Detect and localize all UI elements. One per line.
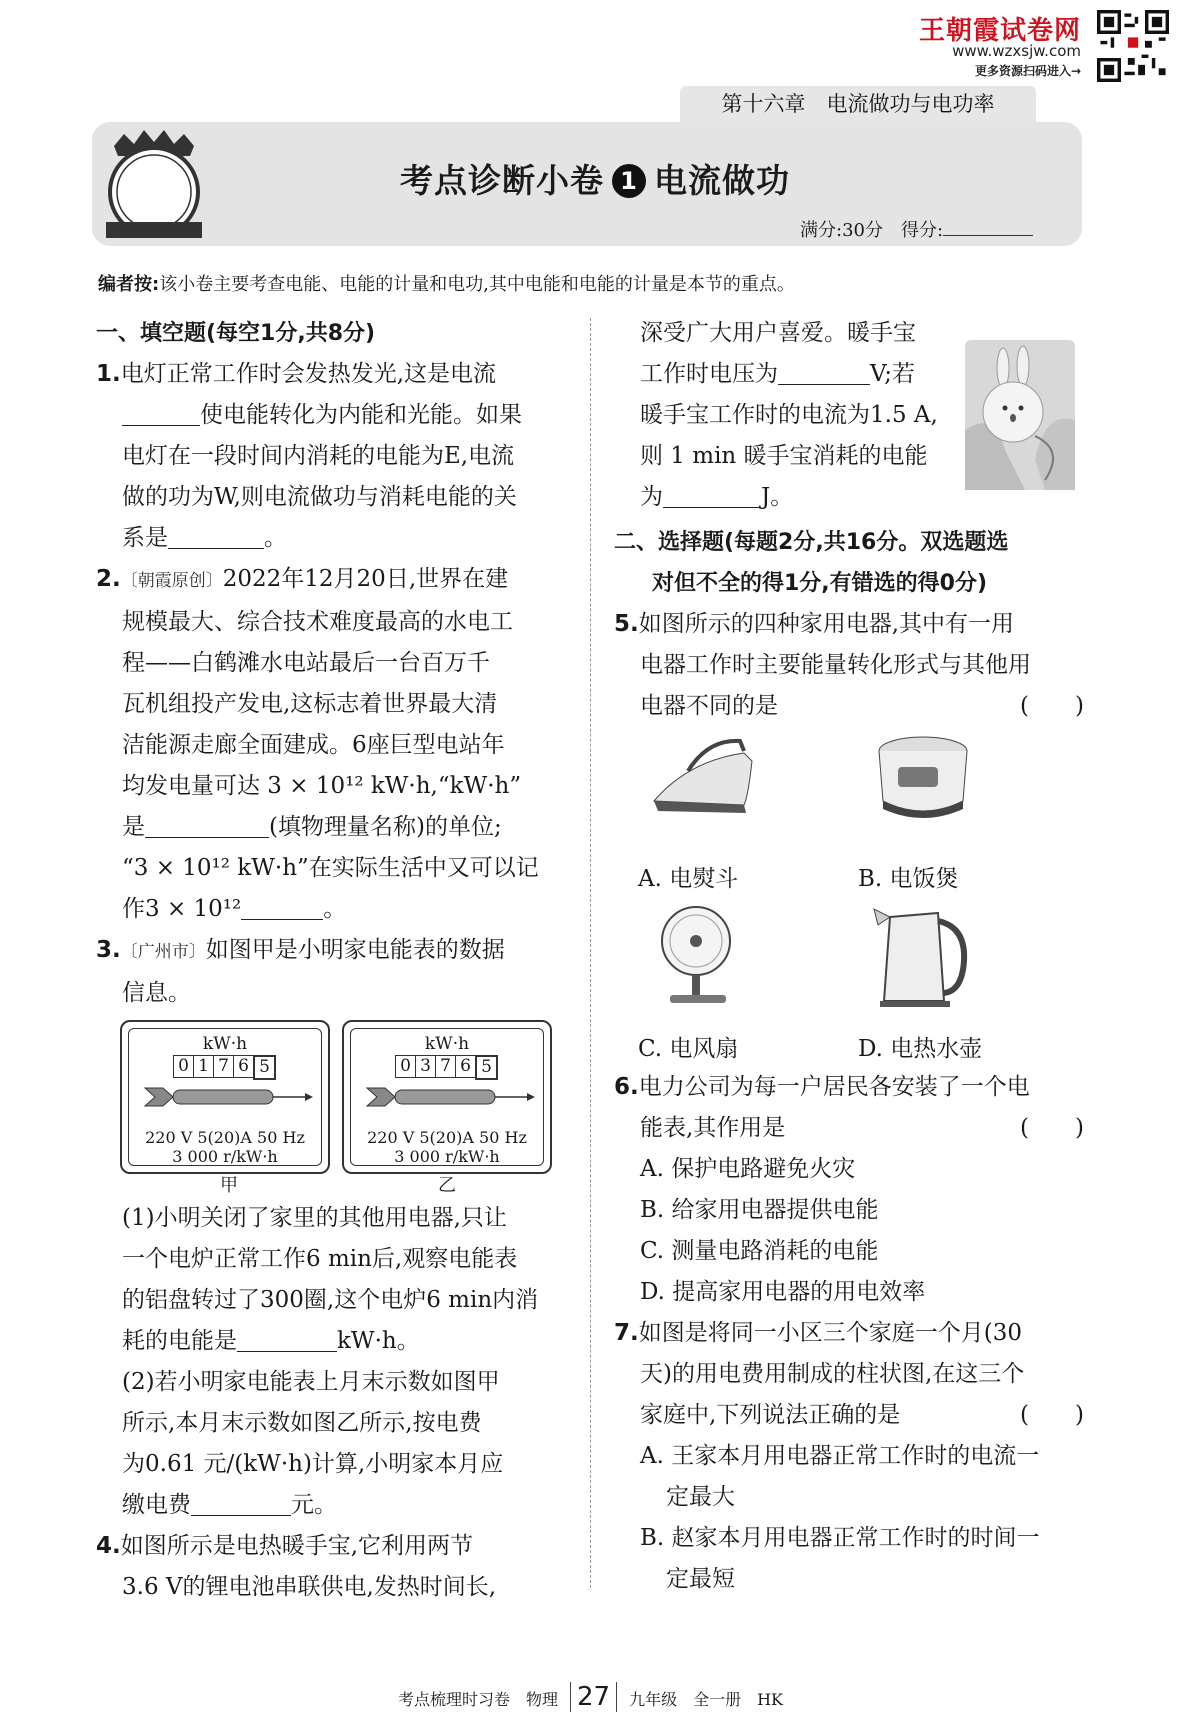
- q4-line: 如图所示是电热暖手宝,它利用两节: [120, 1533, 474, 1559]
- q7-option-b-cont: 定最短: [666, 1566, 735, 1592]
- q3-part2-unit: 元。: [291, 1492, 337, 1518]
- question-3: [96, 930, 566, 1526]
- meter-spec: 220 V 5(20)A 50 Hz: [367, 1128, 527, 1147]
- q2-line: 瓦机组投产发电,这标志着世界最大清: [122, 691, 498, 717]
- energy-meters-figure: [120, 1020, 566, 1174]
- meter-digits: [129, 1055, 321, 1080]
- q1-number: 1.: [96, 361, 121, 387]
- q6-answer-paren[interactable]: ( ): [1020, 1115, 1084, 1141]
- q4-line: 暖手宝工作时的电流为1.5 A,: [640, 402, 938, 428]
- meter-digit: 0: [173, 1055, 194, 1078]
- meter-digit: 7: [213, 1055, 234, 1078]
- option-a-label: A. 电熨斗: [638, 866, 739, 892]
- editor-note-text: 该小卷主要考查电能、电能的计量和电功,其中电能和电能的计量是本节的重点。: [159, 274, 795, 295]
- column-divider: [590, 318, 591, 1588]
- q6-number: 6.: [614, 1074, 639, 1100]
- question-4-cont: [614, 313, 959, 518]
- q5-answer-paren[interactable]: ( ): [1020, 693, 1084, 719]
- score-line: [800, 216, 1033, 242]
- energy-meter-yi: [342, 1020, 552, 1174]
- meter-digits: [351, 1055, 543, 1080]
- q3-number: 3.: [96, 937, 121, 963]
- brand-more: 更多资源扫码进入→: [974, 64, 1081, 78]
- q6-option-d[interactable]: D. 提高家用电器的用电效率: [640, 1279, 926, 1305]
- meter-digit: 7: [435, 1055, 456, 1078]
- q2-blank-1[interactable]: [145, 815, 269, 838]
- meter-disc-icon: [129, 1080, 319, 1114]
- chapter-tab: 第十六章 电流做功与电功率: [680, 86, 1036, 122]
- q3-part1-line: 一个电炉正常工作6 min后,观察电能表: [122, 1246, 518, 1272]
- q3-source-tag: 〔广州市〕: [120, 942, 206, 962]
- footer-grade: 九年级 全一册 HK: [629, 1690, 784, 1709]
- qr-code-icon[interactable]: [1097, 10, 1169, 82]
- q2-line: 2022年12月20日,世界在建: [222, 566, 509, 592]
- option-c-fan[interactable]: [638, 897, 858, 1067]
- q3-part2-line: 所示,本月末示数如图乙所示,按电费: [122, 1410, 482, 1436]
- q1-blank-2[interactable]: [168, 526, 264, 549]
- energy-meter-jia: [120, 1020, 330, 1174]
- q2-line: 洁能源走廊全面建成。6座巨型电站年: [122, 732, 505, 758]
- q1-line: 做的功为W,则电流做功与消耗电能的关: [122, 484, 517, 510]
- section-2-title-cont: 对但不全的得1分,有错选的得0分): [652, 571, 988, 596]
- option-a-iron[interactable]: [638, 727, 858, 897]
- meter-label-jia: 甲: [220, 1175, 238, 1196]
- q2-line: 规模最大、综合技术难度最高的水电工: [122, 609, 513, 635]
- q2-number: 2.: [96, 566, 121, 592]
- q4-line-end: J。: [761, 484, 794, 510]
- q2-source-tag: 〔朝霞原创〕: [120, 571, 223, 591]
- electric-iron-icon: [648, 731, 758, 821]
- question-6: [614, 1067, 1084, 1313]
- q5-line: 如图所示的四种家用电器,其中有一用: [638, 611, 1015, 637]
- meter-label-yi: 乙: [438, 1175, 456, 1196]
- option-d-label: D. 电热水壶: [858, 1036, 983, 1062]
- q3-part1-unit: kW·h。: [337, 1328, 420, 1354]
- q4-blank-2[interactable]: [663, 485, 761, 508]
- q5-line: 电器工作时主要能量转化形式与其他用: [640, 652, 1031, 678]
- question-7: [614, 1313, 1084, 1600]
- q3-blank-2[interactable]: [191, 1493, 291, 1516]
- q1-line: 系是: [122, 525, 168, 551]
- q6-option-c[interactable]: C. 测量电路消耗的电能: [640, 1238, 879, 1264]
- score-blank[interactable]: [943, 219, 1033, 236]
- footer-book: 考点梳理时习卷 物理: [397, 1690, 558, 1709]
- left-column: [96, 313, 566, 1608]
- meter-disc-icon: [351, 1080, 541, 1114]
- q6-option-a[interactable]: A. 保护电路避免火灾: [640, 1156, 856, 1182]
- right-column: [614, 313, 1084, 1600]
- rice-cooker-icon: [868, 731, 978, 821]
- meter-labels: [120, 1174, 566, 1198]
- meter-unit: kW·h: [424, 1034, 470, 1054]
- electric-kettle-icon: [868, 901, 978, 1011]
- q3-part2-line: 缴电费: [122, 1492, 191, 1518]
- option-b-rice-cooker[interactable]: [858, 727, 1078, 897]
- q1-line: 使电能转化为内能和光能。如果: [200, 402, 522, 428]
- question-2: [96, 559, 566, 930]
- section-1-title: 一、填空题(每空1分,共8分): [96, 321, 376, 346]
- q6-option-b[interactable]: B. 给家用电器提供电能: [640, 1197, 879, 1223]
- q7-answer-paren[interactable]: ( ): [1020, 1402, 1084, 1428]
- title-number: 1: [612, 164, 646, 198]
- q1-blank-1[interactable]: [122, 403, 200, 426]
- q3-part1-line: 的铝盘转过了300圈,这个电炉6 min内消: [122, 1287, 539, 1313]
- meter-digit: 6: [233, 1055, 254, 1078]
- editor-note-label: 编者按:: [98, 274, 160, 295]
- page-footer: [0, 1682, 1181, 1712]
- q2-line: 程——白鹤滩水电站最后一台百万千: [122, 650, 490, 676]
- q1-line-end: 。: [264, 525, 287, 551]
- q7-number: 7.: [614, 1320, 639, 1346]
- full-score: 满分:30分: [800, 220, 883, 241]
- question-5: [614, 604, 1084, 1067]
- option-d-kettle[interactable]: [858, 897, 1078, 1067]
- page-title: [400, 155, 790, 202]
- q4-line: V;若: [870, 361, 916, 387]
- q4-line: 工作时电压为: [640, 361, 778, 387]
- q2-line: 是: [122, 814, 145, 840]
- q6-line: 电力公司为每一户居民各安装了一个电: [638, 1074, 1030, 1100]
- q7-option-a[interactable]: A. 王家本月用电器正常工作时的电流一: [640, 1443, 1040, 1469]
- q3-part1-line: 耗的电能是: [122, 1328, 237, 1354]
- q2-line-end: 。: [323, 896, 347, 922]
- q1-line: 电灯在一段时间内消耗的电能为E,电流: [122, 443, 515, 469]
- q4-line: 则 1 min 暖手宝消耗的电能: [640, 443, 928, 469]
- q4-number: 4.: [96, 1533, 121, 1559]
- meter-unit: kW·h: [202, 1034, 248, 1054]
- q7-line: 天)的用电费用制成的柱状图,在这三个: [640, 1361, 1025, 1387]
- q4-line: 为: [640, 484, 663, 510]
- q3-part1-line: (1)小明关闭了家里的其他用电器,只让: [122, 1205, 507, 1231]
- brand-name: 王朝霞试卷网: [918, 16, 1081, 46]
- meter-digit: 5: [475, 1055, 498, 1080]
- editor-note: [98, 270, 795, 296]
- q7-option-b[interactable]: B. 赵家本月用电器正常工作时的时间一: [640, 1525, 1040, 1551]
- q3-blank-1[interactable]: [237, 1329, 337, 1352]
- publisher-seal-icon: [100, 126, 208, 244]
- q7-line: 家庭中,下列说法正确的是: [640, 1402, 901, 1428]
- question-1: [96, 354, 566, 559]
- meter-digit: 6: [455, 1055, 476, 1078]
- q2-line: 作3 × 10¹²: [122, 896, 242, 922]
- q7-option-a-cont: 定最大: [666, 1484, 735, 1510]
- title-prefix: 考点诊断小卷: [400, 161, 604, 200]
- q2-blank-2[interactable]: [241, 897, 323, 920]
- q2-line: “3 × 10¹² kW·h”在实际生活中又可以记: [122, 855, 539, 881]
- q5-number: 5.: [614, 611, 639, 637]
- meter-digit: 0: [395, 1055, 416, 1078]
- q2-line: (填物理量名称)的单位;: [269, 814, 502, 840]
- electric-fan-icon: [648, 901, 758, 1011]
- score-label: 得分:: [900, 220, 944, 241]
- q4-blank-1[interactable]: [778, 362, 870, 385]
- section-2-title: 二、选择题(每题2分,共16分。双选题选: [614, 530, 1009, 555]
- q5-line: 电器不同的是: [640, 693, 778, 719]
- q7-line: 如图是将同一小区三个家庭一个月(30: [638, 1320, 1022, 1346]
- meter-digit: 3: [415, 1055, 436, 1078]
- meter-digit: 5: [253, 1055, 276, 1080]
- appliances-figure: [638, 727, 1084, 1067]
- q4-line: 3.6 V的锂电池串联供电,发热时间长,: [122, 1574, 497, 1600]
- meter-digit: 1: [193, 1055, 214, 1078]
- q6-line: 能表,其作用是: [640, 1115, 786, 1141]
- page-number: 27: [570, 1682, 617, 1712]
- option-c-label: C. 电风扇: [638, 1036, 739, 1062]
- question-4-start: [96, 1526, 566, 1608]
- q3-line: 信息。: [122, 980, 191, 1006]
- q3-line: 如图甲是小明家电能表的数据: [205, 937, 505, 963]
- title-suffix: 电流做功: [654, 161, 790, 200]
- q3-part2-line: 为0.61 元/(kW·h)计算,小明家本月应: [122, 1451, 504, 1477]
- q1-line: 电灯正常工作时会发热发光,这是电流: [120, 361, 497, 387]
- q2-line: 均发电量可达 3 × 10¹² kW·h,“kW·h”: [122, 773, 522, 799]
- meter-rev: 3 000 r/kW·h: [172, 1147, 278, 1166]
- brand-url[interactable]: www.wzxsjw.com: [952, 42, 1081, 60]
- meter-rev: 3 000 r/kW·h: [394, 1147, 500, 1166]
- option-b-label: B. 电饭煲: [858, 866, 959, 892]
- q3-part2-line: (2)若小明家电能表上月末示数如图甲: [122, 1369, 500, 1395]
- meter-spec: 220 V 5(20)A 50 Hz: [145, 1128, 305, 1147]
- q4-line: 深受广大用户喜爱。暖手宝: [640, 320, 916, 346]
